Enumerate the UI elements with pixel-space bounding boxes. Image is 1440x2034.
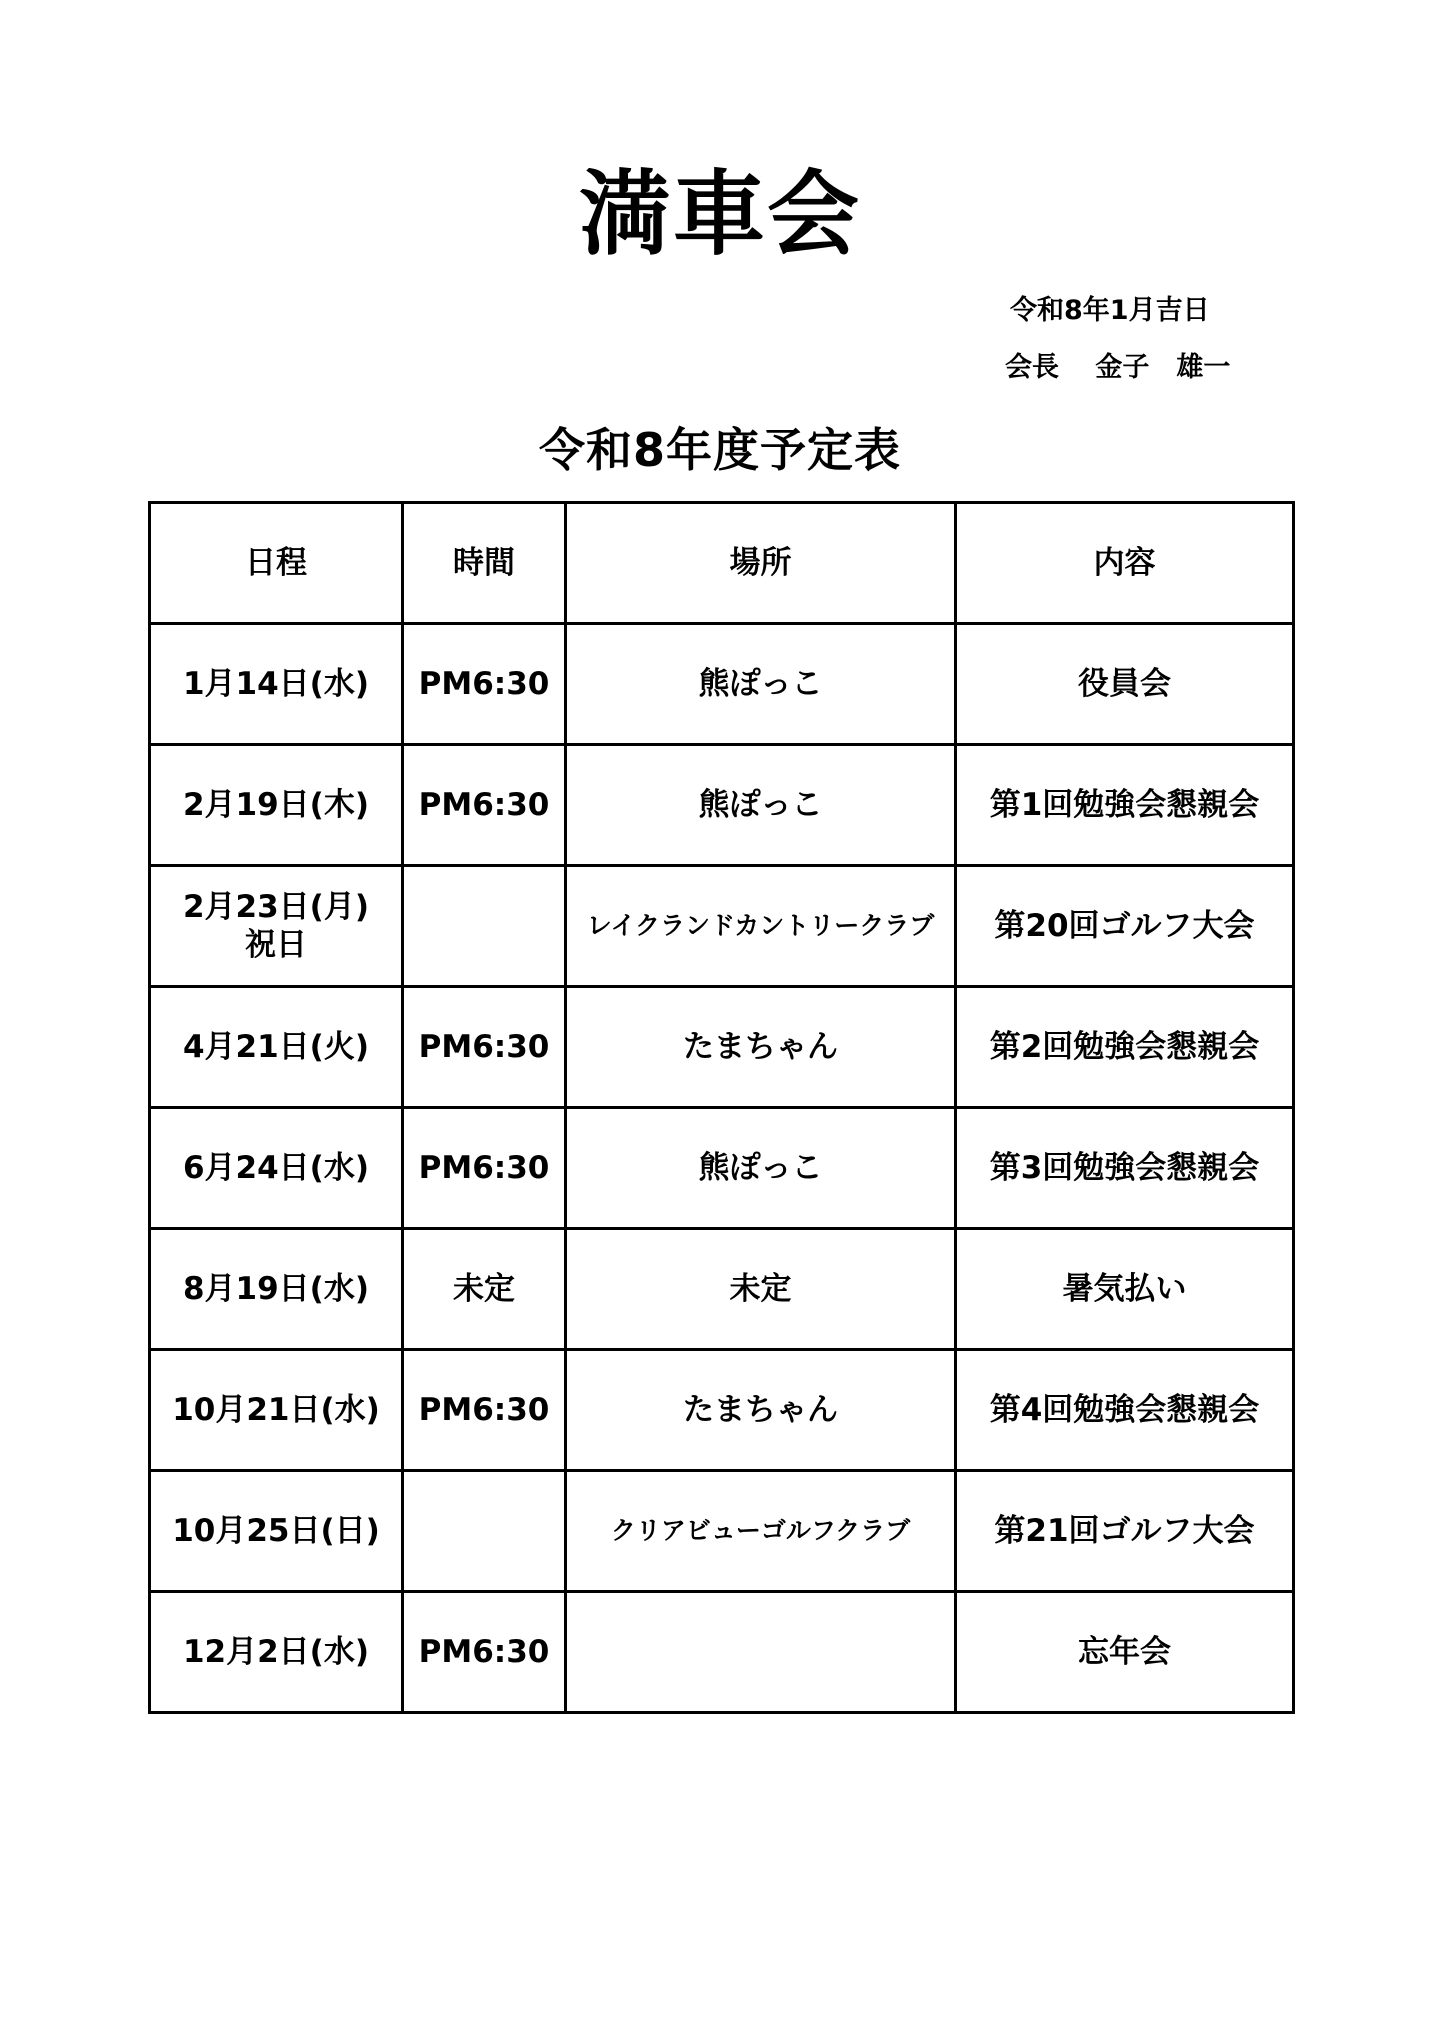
cell-time: PM6:30: [403, 624, 566, 745]
cell-date: 12月2日(水): [150, 1592, 403, 1713]
table-row: [150, 1229, 1294, 1350]
table-row: [150, 1471, 1294, 1592]
cell-time: [403, 866, 566, 987]
cell-content: 第1回勉強会懇親会: [956, 745, 1294, 866]
cell-time: PM6:30: [403, 987, 566, 1108]
table-row: [150, 624, 1294, 745]
page-title: 満車会: [578, 161, 861, 268]
table-header-row: [150, 503, 1294, 624]
cell-date: 6月24日(水): [150, 1108, 403, 1229]
cell-place: 未定: [566, 1229, 956, 1350]
cell-date: [150, 866, 403, 987]
cell-content: 役員会: [956, 624, 1294, 745]
schedule-title: 令和8年度予定表: [538, 423, 901, 477]
cell-date: 10月25日(日): [150, 1471, 403, 1592]
cell-place: たまちゃん: [566, 1350, 956, 1471]
table-row: [150, 1108, 1294, 1229]
cell-place: 熊ぽっこ: [566, 745, 956, 866]
table-row: [150, 866, 1294, 987]
table-row: [150, 745, 1294, 866]
cell-time: [403, 1471, 566, 1592]
schedule-table: [148, 501, 1295, 1714]
cell-content: 忘年会: [956, 1592, 1294, 1713]
issue-date: 令和8年1月吉日: [1010, 295, 1210, 326]
cell-content: 第4回勉強会懇親会: [956, 1350, 1294, 1471]
cell-place: 熊ぽっこ: [566, 624, 956, 745]
cell-date: 8月19日(水): [150, 1229, 403, 1350]
column-header-date: 日程: [150, 503, 403, 624]
table-row: [150, 1350, 1294, 1471]
cell-date-note: 祝日: [245, 927, 307, 963]
cell-place: たまちゃん: [566, 987, 956, 1108]
cell-date: 10月21日(水): [150, 1350, 403, 1471]
cell-time: PM6:30: [403, 1592, 566, 1713]
table-row: [150, 987, 1294, 1108]
cell-content: 第3回勉強会懇親会: [956, 1108, 1294, 1229]
cell-content: 第2回勉強会懇親会: [956, 987, 1294, 1108]
president-name: 会長 金子 雄一: [1005, 352, 1231, 383]
cell-content: 暑気払い: [956, 1229, 1294, 1350]
cell-place: レイクランドカントリークラブ: [566, 866, 956, 987]
column-header-time: 時間: [403, 503, 566, 624]
cell-place: 熊ぽっこ: [566, 1108, 956, 1229]
cell-time: PM6:30: [403, 745, 566, 866]
cell-time: PM6:30: [403, 1350, 566, 1471]
cell-date-text: 2月23日(月): [182, 889, 370, 925]
cell-content: 第21回ゴルフ大会: [956, 1471, 1294, 1592]
column-header-content: 内容: [956, 503, 1294, 624]
cell-date: 4月21日(火): [150, 987, 403, 1108]
cell-time: PM6:30: [403, 1108, 566, 1229]
cell-date: 1月14日(水): [150, 624, 403, 745]
cell-content: 第20回ゴルフ大会: [956, 866, 1294, 987]
cell-place: クリアビューゴルフクラブ: [566, 1471, 956, 1592]
cell-date: 2月19日(木): [150, 745, 403, 866]
cell-time: 未定: [403, 1229, 566, 1350]
column-header-place: 場所: [566, 503, 956, 624]
cell-place: [566, 1592, 956, 1713]
table-row: [150, 1592, 1294, 1713]
